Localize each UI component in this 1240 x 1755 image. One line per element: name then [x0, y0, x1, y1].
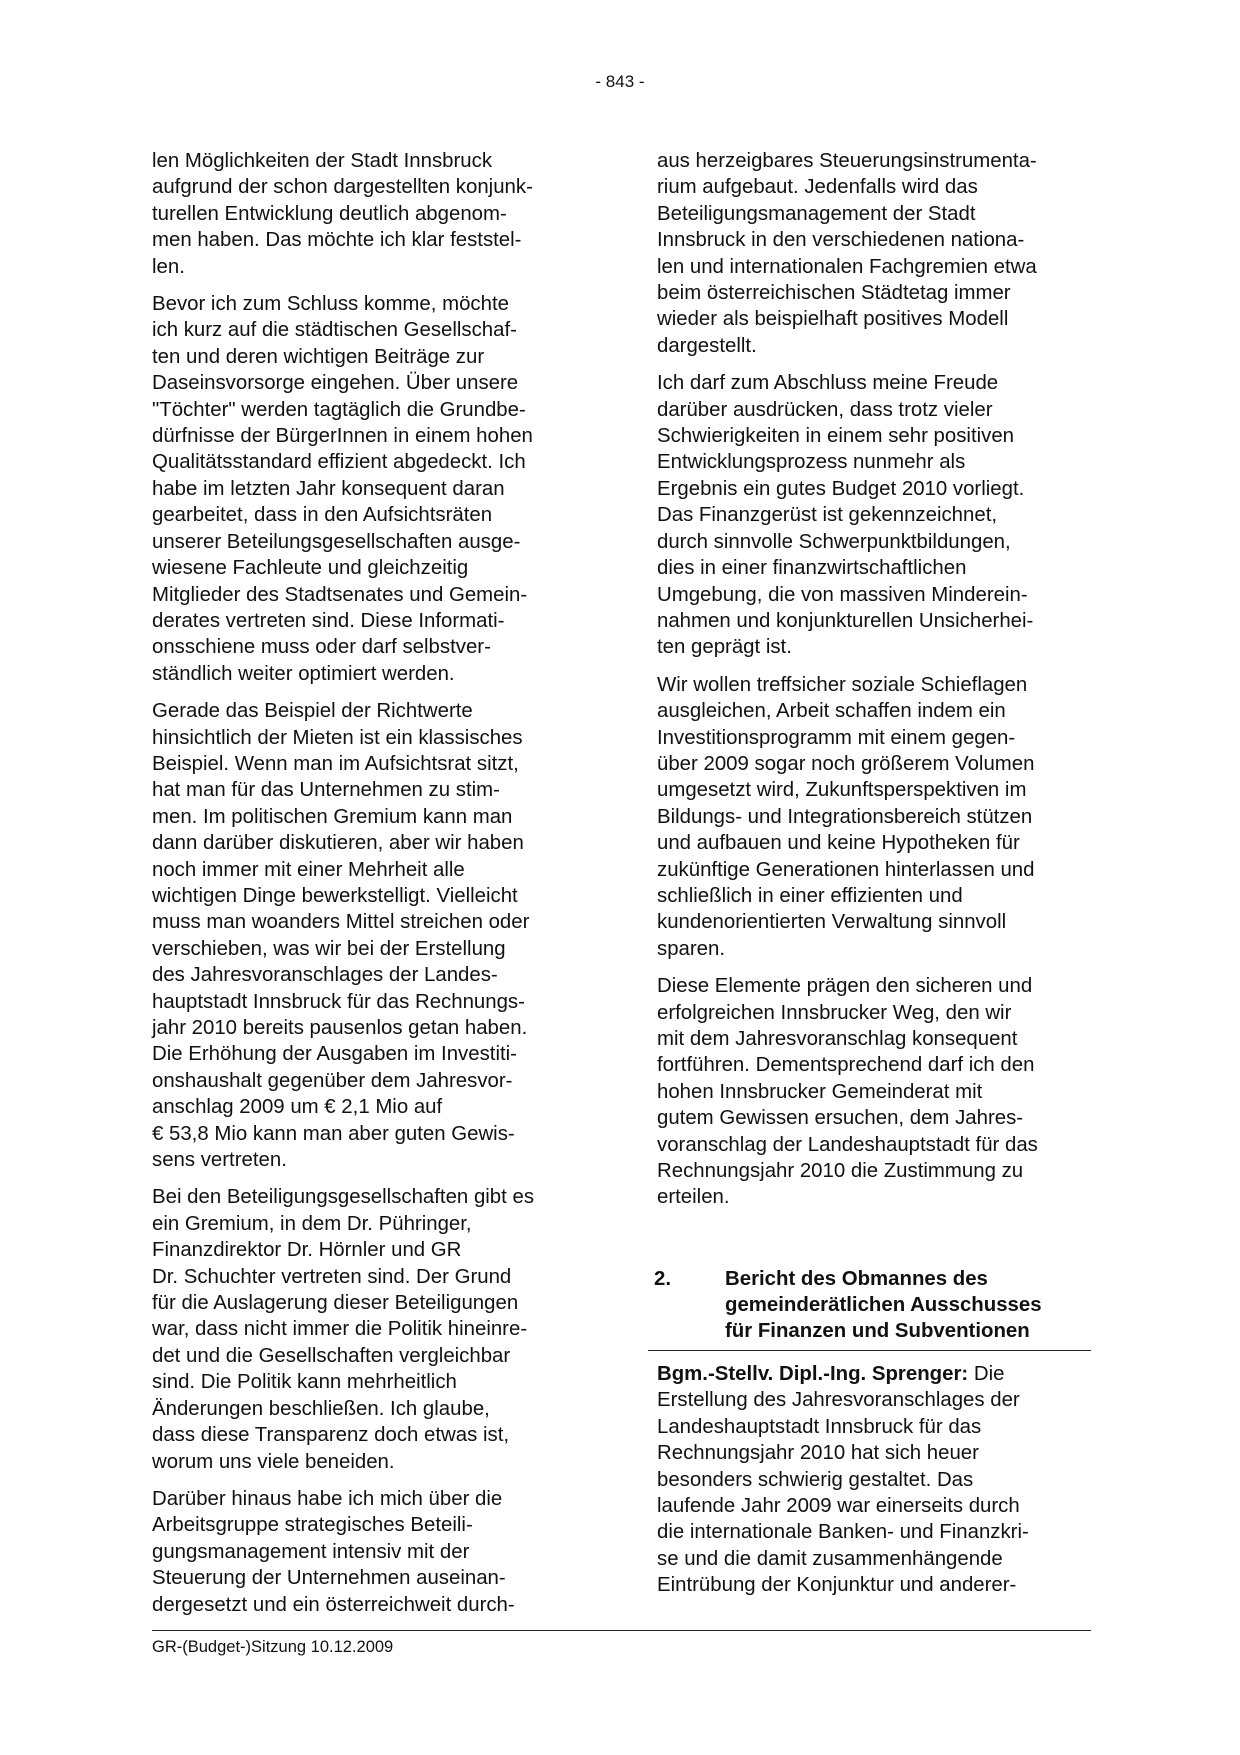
text-line: war, dass nicht immer die Politik hineinre-: [152, 1318, 528, 1341]
text-line: gungsmanagement intensiv mit der: [152, 1540, 470, 1563]
text-line: durch sinnvolle Schwerpunktbildungen,: [657, 530, 1011, 553]
text-line: len und internationalen Fachgremien etwa: [657, 255, 1037, 278]
text-line: wiesene Fachleute und gleichzeitig: [152, 557, 469, 580]
text-line: unserer Beteilungsgesellschaften ausge-: [152, 530, 521, 553]
text-line: Darüber hinaus habe ich mich über die: [152, 1487, 503, 1510]
section-title: [725, 1266, 1091, 1344]
text-line: Bildungs- und Integrationsbereich stützen: [657, 805, 1033, 828]
text-line: Gerade das Beispiel der Richtwerte: [152, 700, 473, 723]
text-line: Steuerung der Unternehmen auseinan-: [152, 1567, 506, 1590]
text-line: onsschiene muss oder darf selbstver-: [152, 636, 491, 659]
right-column: [657, 148, 1097, 1222]
text-line: ausgleichen, Arbeit schaffen indem ein: [657, 700, 1006, 723]
left-column: [152, 148, 592, 1629]
text-line: rium aufgebaut. Jedenfalls wird das: [657, 176, 978, 199]
text-line: Beispiel. Wenn man im Aufsichtsrat sitzt,: [152, 752, 519, 775]
text-line: ten und deren wichtigen Beiträge zur: [152, 345, 485, 368]
text-line: Änderungen beschließen. Ich glaube,: [152, 1397, 490, 1420]
text-line: Mitglieder des Stadtsenates und Gemein-: [152, 583, 528, 606]
text-line: muss man woanders Mittel streichen oder: [152, 911, 530, 934]
text-line: Innsbruck in den verschiedenen nationa-: [657, 229, 1025, 252]
text-line: Ergebnis ein gutes Budget 2010 vorliegt.: [657, 477, 1025, 500]
text-line: wieder als beispielhaft positives Modell: [657, 308, 1009, 331]
text-line: ich kurz auf die städtischen Gesellschaf-: [152, 319, 517, 342]
paragraph: [657, 370, 1097, 660]
text-line: € 53,8 Mio kann man aber guten Gewis-: [152, 1122, 515, 1145]
text-line: über 2009 sogar noch größerem Volumen: [657, 752, 1035, 775]
text-line: Bevor ich zum Schluss komme, möchte: [152, 293, 509, 316]
text-line: len.: [152, 255, 185, 278]
footer-rule: [152, 1630, 1091, 1631]
section-title-line: für Finanzen und Subventionen: [725, 1320, 1030, 1342]
text-line: Daseinsvorsorge eingehen. Über unsere: [152, 372, 519, 395]
text-line: gearbeitet, dass in den Aufsichtsräten: [152, 504, 493, 527]
text-line: dann darüber diskutieren, aber wir haben: [152, 832, 524, 855]
text-line: des Jahresvoranschlages der Landes-: [152, 964, 498, 987]
text-line: sind. Die Politik kann mehrheitlich: [152, 1371, 457, 1394]
text-line: turellen Entwicklung deutlich abgenom-: [152, 202, 507, 225]
text-line: Finanzdirektor Dr. Hörnler und GR: [152, 1239, 462, 1262]
text-line: anschlag 2009 um € 2,1 Mio auf: [152, 1096, 443, 1119]
text-line: verschieben, was wir bei der Erstellung: [152, 937, 506, 960]
text-line: Bei den Beteiligungsgesellschaften gibt es: [152, 1186, 535, 1209]
text-line: ein Gremium, in dem Dr. Pühringer,: [152, 1212, 472, 1235]
text-line: beim österreichischen Städtetag immer: [657, 282, 1011, 305]
text-line: dürfnisse der BürgerInnen in einem hohen: [152, 425, 533, 448]
text-line: Entwicklungsprozess nunmehr als: [657, 451, 966, 474]
text-line: Rechnungsjahr 2010 die Zustimmung zu: [657, 1160, 1024, 1183]
paragraph: [152, 1486, 592, 1618]
text-line: aus herzeigbares Steuerungsinstrumenta-: [657, 150, 1037, 172]
text-line: Die Erhöhung der Ausgaben im Investiti-: [152, 1043, 517, 1066]
text-line: erteilen.: [657, 1186, 730, 1209]
text-line: Umgebung, die von massiven Minderein-: [657, 583, 1028, 606]
text-line: dass diese Transparenz doch etwas ist,: [152, 1424, 510, 1447]
text-line: und aufbauen und keine Hypotheken für: [657, 832, 1020, 855]
text-line: ständlich weiter optimiert werden.: [152, 662, 455, 685]
paragraph: [152, 1184, 592, 1474]
footer-text: GR-(Budget-)Sitzung 10.12.2009: [152, 1638, 394, 1656]
text-line: sparen.: [657, 937, 726, 960]
text-line: dies in einer finanzwirtschaftlichen: [657, 557, 967, 580]
text-line: habe im letzten Jahr konsequent daran: [152, 477, 505, 500]
text-line: mit dem Jahresvoranschlag konsequent: [657, 1028, 1018, 1050]
text-line: "Töchter" werden tagtäglich die Grundbe-: [152, 398, 526, 421]
text-line: Landeshauptstadt Innsbruck für das: [657, 1415, 982, 1438]
text-line: Arbeitsgruppe strategisches Beteili-: [152, 1514, 473, 1537]
text-line: worum uns viele beneiden.: [152, 1450, 395, 1473]
text-line: darüber ausdrücken, dass trotz vieler: [657, 398, 993, 421]
text-line: für die Auslagerung dieser Beteiligungen: [152, 1292, 519, 1315]
text-line: Schwierigkeiten in einem sehr positiven: [657, 425, 1015, 448]
text-line: nahmen und konjunkturellen Unsicherhei-: [657, 609, 1034, 632]
text-line: besonders schwierig gestaltet. Das: [657, 1468, 974, 1491]
text-line: Ich darf zum Abschluss meine Freude: [657, 372, 999, 395]
text-line: hinsichtlich der Mieten ist ein klassisches: [152, 726, 523, 749]
text-line: onshaushalt gegenüber dem Jahresvor-: [152, 1069, 513, 1092]
text-line: Qualitätsstandard effizient abgedeckt. Ich: [152, 451, 526, 474]
section-title-line: gemeinderätlichen Ausschusses: [725, 1294, 1042, 1316]
text-line: Rechnungsjahr 2010 hat sich heuer: [657, 1442, 979, 1465]
text-line: men. Im politischen Gremium kann man: [152, 805, 513, 828]
text-line: Investitionsprogramm mit einem gegen-: [657, 726, 1016, 749]
text-line: dergesetzt und ein österreichweit durch-: [152, 1593, 515, 1616]
text-line: dargestellt.: [657, 334, 757, 357]
text-line: hauptstadt Innsbruck für das Rechnungs-: [152, 990, 525, 1013]
text-line: Das Finanzgerüst ist gekennzeichnet,: [657, 504, 998, 527]
text-line: hat man für das Unternehmen zu stim-: [152, 779, 500, 802]
text-line: Beteiligungsmanagement der Stadt: [657, 202, 976, 225]
text-line: se und die damit zusammenhängende: [657, 1547, 1003, 1570]
text-line: Dr. Schuchter vertreten sind. Der Grund: [152, 1265, 512, 1288]
section-title-line: Bericht des Obmannes des: [725, 1268, 988, 1290]
text-line: derates vertreten sind. Diese Informati-: [152, 609, 505, 632]
text-line: zukünftige Generationen hinterlassen und: [657, 858, 1035, 881]
speaker-first-line: [657, 1361, 1097, 1387]
paragraph: [657, 672, 1097, 962]
paragraph: [152, 698, 592, 1173]
text-line: umgesetzt wird, Zukunftsperspektiven im: [657, 779, 1027, 802]
text-line: voranschlag der Landeshauptstadt für das: [657, 1133, 1038, 1156]
text-line: fortführen. Dementsprechend darf ich den: [657, 1054, 1035, 1077]
text-line: gutem Gewissen ersuchen, dem Jahres-: [657, 1107, 1024, 1130]
text-line: wichtigen Dinge bewerkstelligt. Vielleicht: [152, 884, 518, 907]
paragraph: [152, 291, 592, 687]
paragraph: [152, 148, 592, 280]
text-line: len Möglichkeiten der Stadt Innsbruck: [152, 150, 493, 172]
text-line: laufende Jahr 2009 war einerseits durch: [657, 1495, 1020, 1518]
speaker-lines: [657, 1387, 1097, 1598]
text-line: noch immer mit einer Mehrheit alle: [152, 858, 465, 881]
text-line: Eintrübung der Konjunktur und anderer-: [657, 1574, 1017, 1597]
section-number: 2.: [654, 1268, 672, 1290]
speaker-paragraph: [657, 1361, 1097, 1599]
section-heading: [648, 1266, 1091, 1351]
text-line: schließlich in einer effizienten und: [657, 884, 963, 907]
text-line: hohen Innsbrucker Gemeinderat mit: [657, 1080, 983, 1103]
text-line: men haben. Das möchte ich klar feststel-: [152, 229, 522, 252]
text-line: die internationale Banken- und Finanzkri-: [657, 1521, 1029, 1544]
paragraph: [657, 148, 1097, 359]
text-line: sens vertreten.: [152, 1149, 287, 1172]
page-number: - 843 -: [595, 72, 645, 91]
text-line: aufgrund der schon dargestellten konjunk-: [152, 176, 533, 199]
text-line: det und die Gesellschaften vergleichbar: [152, 1344, 511, 1367]
speaker-name: Bgm.-Stellv. Dipl.-Ing. Sprenger:: [657, 1363, 969, 1385]
text-line: jahr 2010 bereits pausenlos getan haben.: [152, 1017, 528, 1039]
paragraph: [657, 973, 1097, 1211]
text-line: Diese Elemente prägen den sicheren und: [657, 975, 1033, 998]
text-line: Erstellung des Jahresvoranschlages der: [657, 1389, 1020, 1412]
text-line: erfolgreichen Innsbrucker Weg, den wir: [657, 1001, 1012, 1024]
text-line: Wir wollen treffsicher soziale Schieflagen: [657, 673, 1028, 696]
text-line: kundenorientierten Verwaltung sinnvoll: [657, 911, 1007, 934]
speaker-first-line-rest: Die: [968, 1363, 1005, 1385]
text-line: ten geprägt ist.: [657, 636, 792, 659]
